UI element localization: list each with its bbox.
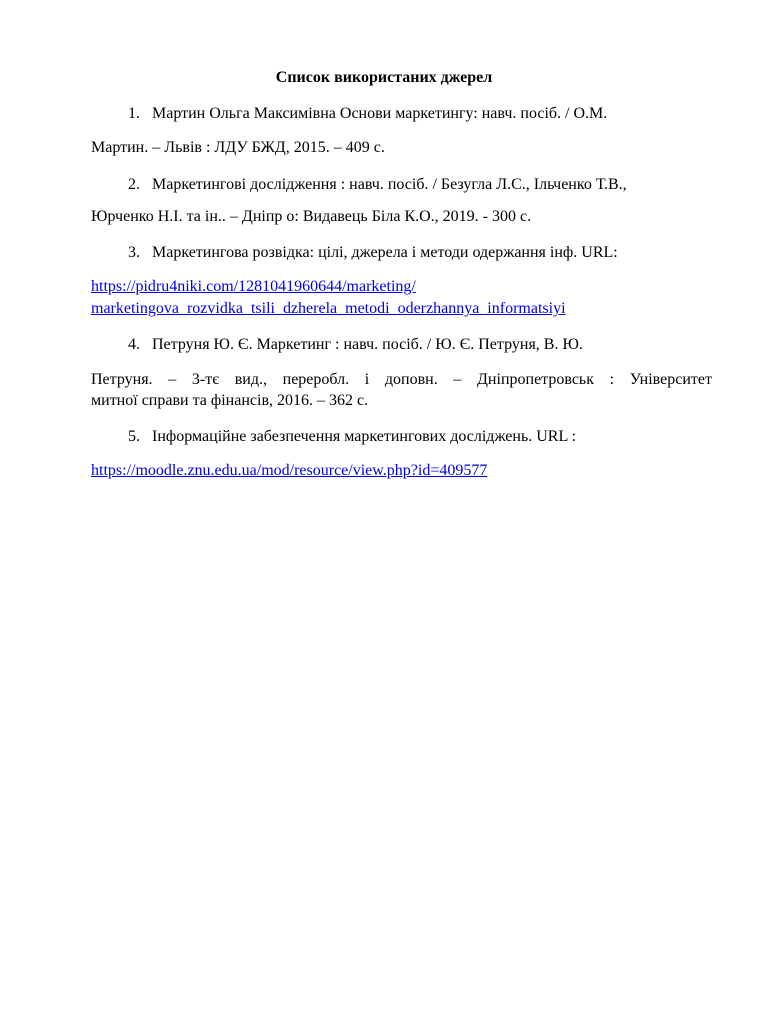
ref-4-number: 4. bbox=[128, 336, 140, 353]
ref-5-text: Інформаційне забезпечення маркетингових досліджень. URL : bbox=[152, 428, 577, 445]
ref-2-line-2: Юрченко Н.І. та ін.. – Дніпр о: Видавець Біла К.О., 2019. - 300 с. bbox=[91, 208, 532, 225]
ref-1-line-1 bbox=[128, 104, 607, 124]
ref-3-url-line-1 bbox=[91, 277, 416, 297]
ref-3-link-part-2[interactable]: marketingova_rozvidka_tsili_dzherela_metodi_oderzhannya_informatsiyi bbox=[91, 300, 566, 317]
ref-1-text: Мартин Ольга Максимівна Основи маркетингу: навч. посіб. / О.М. bbox=[152, 105, 608, 122]
ref-4-line-3: митної справи та фінансів, 2016. – 362 с. bbox=[91, 392, 369, 409]
ref-4-line-1 bbox=[128, 335, 583, 355]
ref-2-line-1 bbox=[128, 175, 627, 195]
ref-3-text: Маркетингова розвідка: цілі, джерела і методи одержання інф. URL: bbox=[152, 244, 618, 261]
ref-2-number: 2. bbox=[128, 176, 140, 193]
ref-3-line-1 bbox=[128, 243, 618, 263]
ref-5-number: 5. bbox=[128, 428, 140, 445]
ref-3-url-line-2 bbox=[91, 299, 566, 319]
page-title: Список використаних джерел bbox=[275, 69, 493, 86]
ref-4-line-2: Петруня. – 3-тє вид., переробл. і доповн. – Дніпропетровськ : Університет bbox=[91, 371, 712, 388]
ref-1-line-2: Мартин. – Львів : ЛДУ БЖД, 2015. – 409 с. bbox=[91, 139, 385, 156]
ref-4-text: Петруня Ю. Є. Маркетинг : навч. посіб. / Ю. Є. Петруня, В. Ю. bbox=[152, 336, 583, 353]
ref-2-text: Маркетингові дослідження : навч. посіб. / Безугла Л.С., Ільченко Т.В., bbox=[152, 176, 627, 193]
ref-5-url-line bbox=[91, 461, 487, 481]
ref-3-link-part-1[interactable]: https://pidru4niki.com/1281041960644/marketing/ bbox=[91, 278, 416, 295]
ref-1-number: 1. bbox=[128, 105, 140, 122]
ref-3-number: 3. bbox=[128, 244, 140, 261]
ref-5-link[interactable]: https://moodle.znu.edu.ua/mod/resource/view.php?id=409577 bbox=[91, 462, 488, 479]
ref-5-line-1 bbox=[128, 427, 576, 447]
